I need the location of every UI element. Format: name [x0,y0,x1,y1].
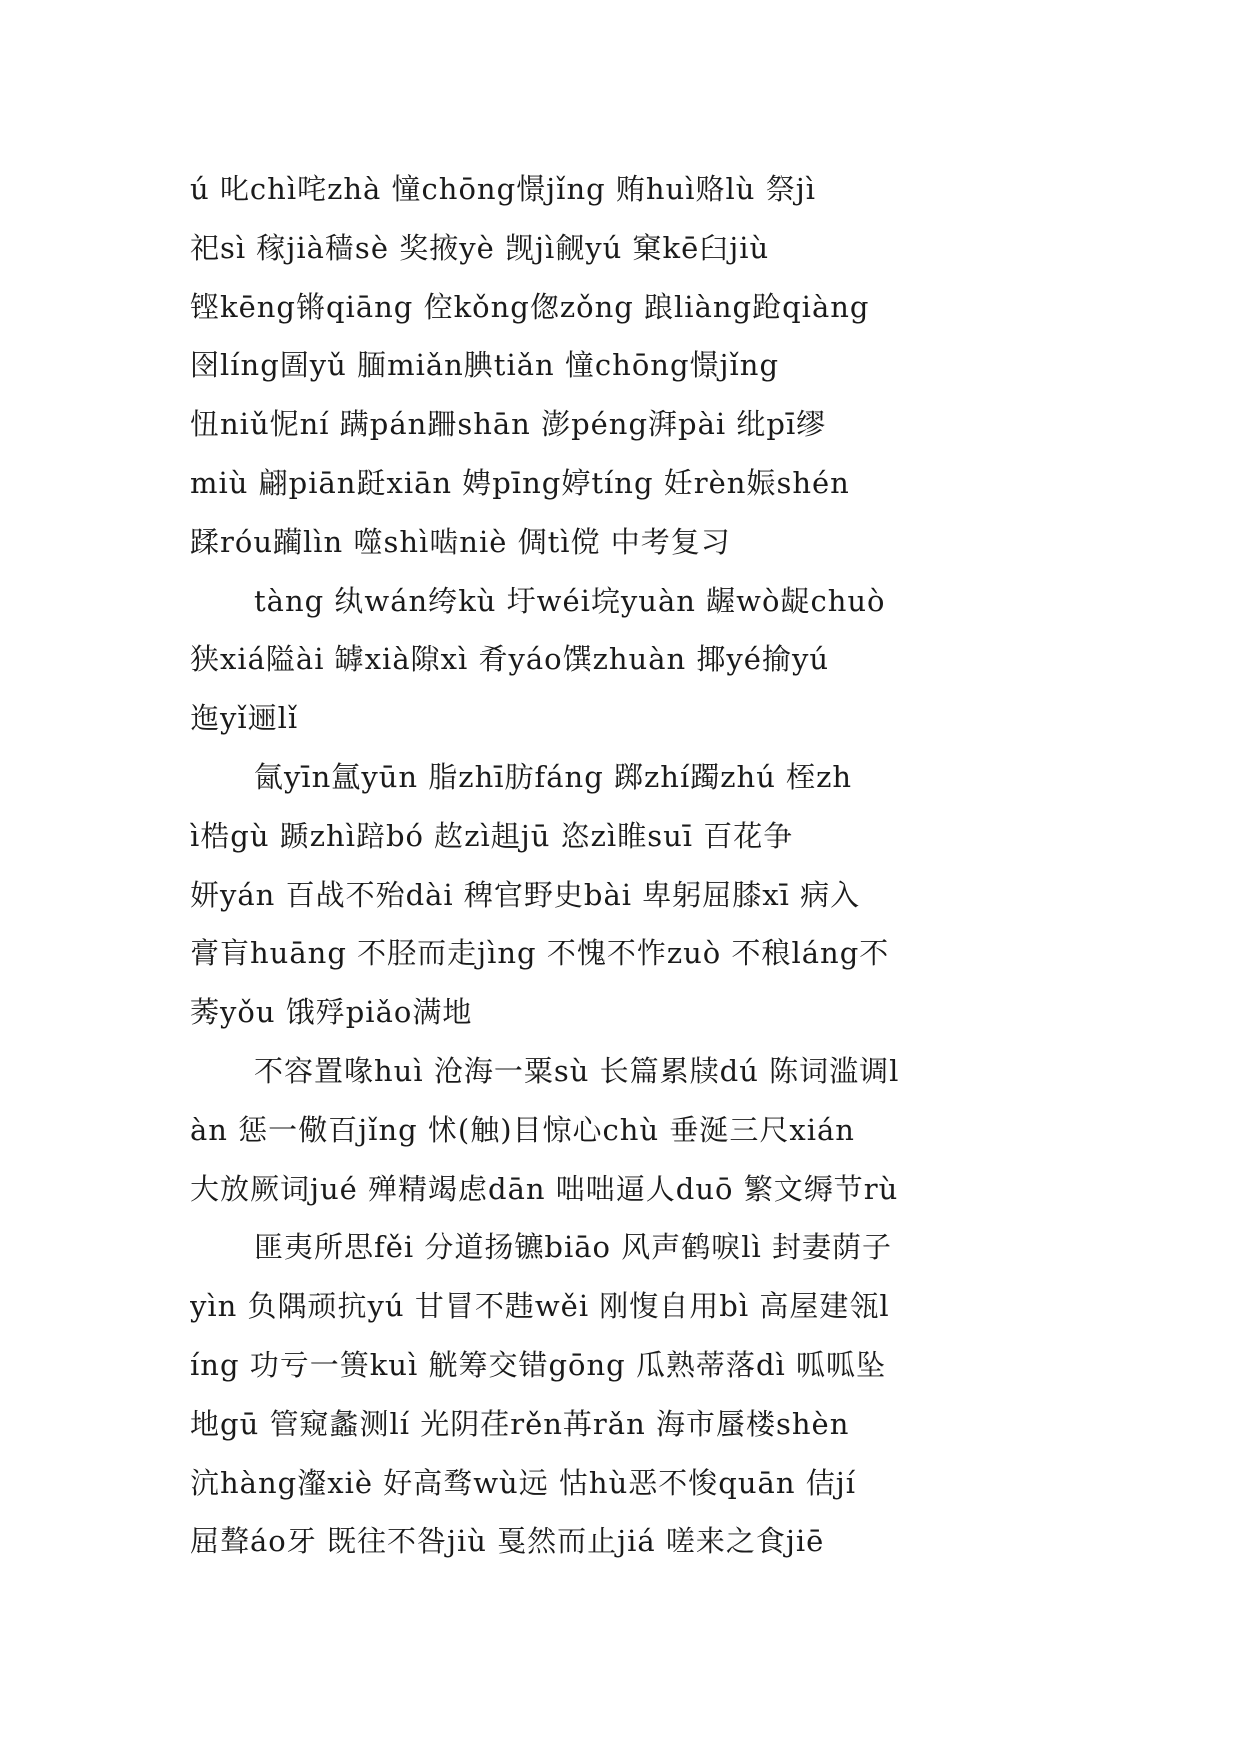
text-line: 莠yǒu 饿殍piǎo满地 [190,995,473,1030]
text-line: ì梏gù 踬zhì踣bó 赼zì趄jū 恣zì睢suī 百花争 [190,818,794,853]
text-line: 屈聱áo牙 既往不咎jiù 戛然而止jiá 嗟来之食jiē [190,1524,825,1559]
text-line: àn 惩一儆百jǐng 怵(触)目惊心chù 垂涎三尺xián [190,1112,855,1147]
text-line: 铿kēng锵qiāng 倥kǒng偬zǒng 踉liàng跄qiàng [190,289,870,324]
text-line: 祀sì 稼jià穑sè 奖掖yè 觊jì觎yú 窠kē臼jiù [190,230,770,265]
text-line: 迤yǐ逦lǐ [190,701,299,736]
text-line: tàng 纨wán绔kù 圩wéi垸yuàn 龌wò龊chuò [254,583,886,618]
text-line: 蹂róu躏lìn 噬shì啮niè 倜tì傥 中考复习 [190,524,731,559]
text-line: 狭xiá隘ài 罅xià隙xì 肴yáo馔zhuàn 揶yé揄yú [190,642,830,677]
text-line: íng 功亏一篑kuì 觥筹交错gōng 瓜熟蒂落dì 呱呱坠 [190,1347,887,1382]
text-line: miù 翩piān跹xiān 娉pīng婷tíng 妊rèn娠shén [190,465,850,500]
text-line: 囹líng圄yǔ 腼miǎn腆tiǎn 憧chōng憬jǐng [190,348,780,383]
text-line: yìn 负隅顽抗yú 甘冒不韪wěi 刚愎自用bì 高屋建瓴l [190,1289,890,1324]
text-line: 地gū 管窥蠡测lí 光阴荏rěn苒rǎn 海市蜃楼shèn [190,1406,850,1441]
text-line: 不容置喙huì 沧海一粟sù 长篇累牍dú 陈词滥调l [254,1053,900,1088]
text-line: 氤yīn氲yūn 脂zhī肪fáng 踯zhí躅zhú 桎zh [254,759,853,794]
text-line: 大放厥词jué 殚精竭虑dān 咄咄逼人duō 繁文缛节rù [190,1171,899,1206]
text-line: 匪夷所思fěi 分道扬镳biāo 风声鹤唳lì 封妻荫子 [254,1230,892,1265]
text-line: ú 叱chì咤zhà 憧chōng憬jǐng 贿huì赂lù 祭jì [190,172,816,206]
text-line: 膏肓huāng 不胫而走jìng 不愧不怍zuò 不稂láng不 [190,936,890,971]
text-line: 沆hàng瀣xiè 好高骛wù远 怙hù恶不悛quān 佶jí [190,1465,856,1500]
document-body [190,160,1050,1571]
text-line: 妍yán 百战不殆dài 稗官野史bài 卑躬屈膝xī 病入 [190,877,861,912]
text-line: 忸niǔ怩ní 蹒pán跚shān 澎péng湃pài 纰pī缪 [190,407,827,442]
